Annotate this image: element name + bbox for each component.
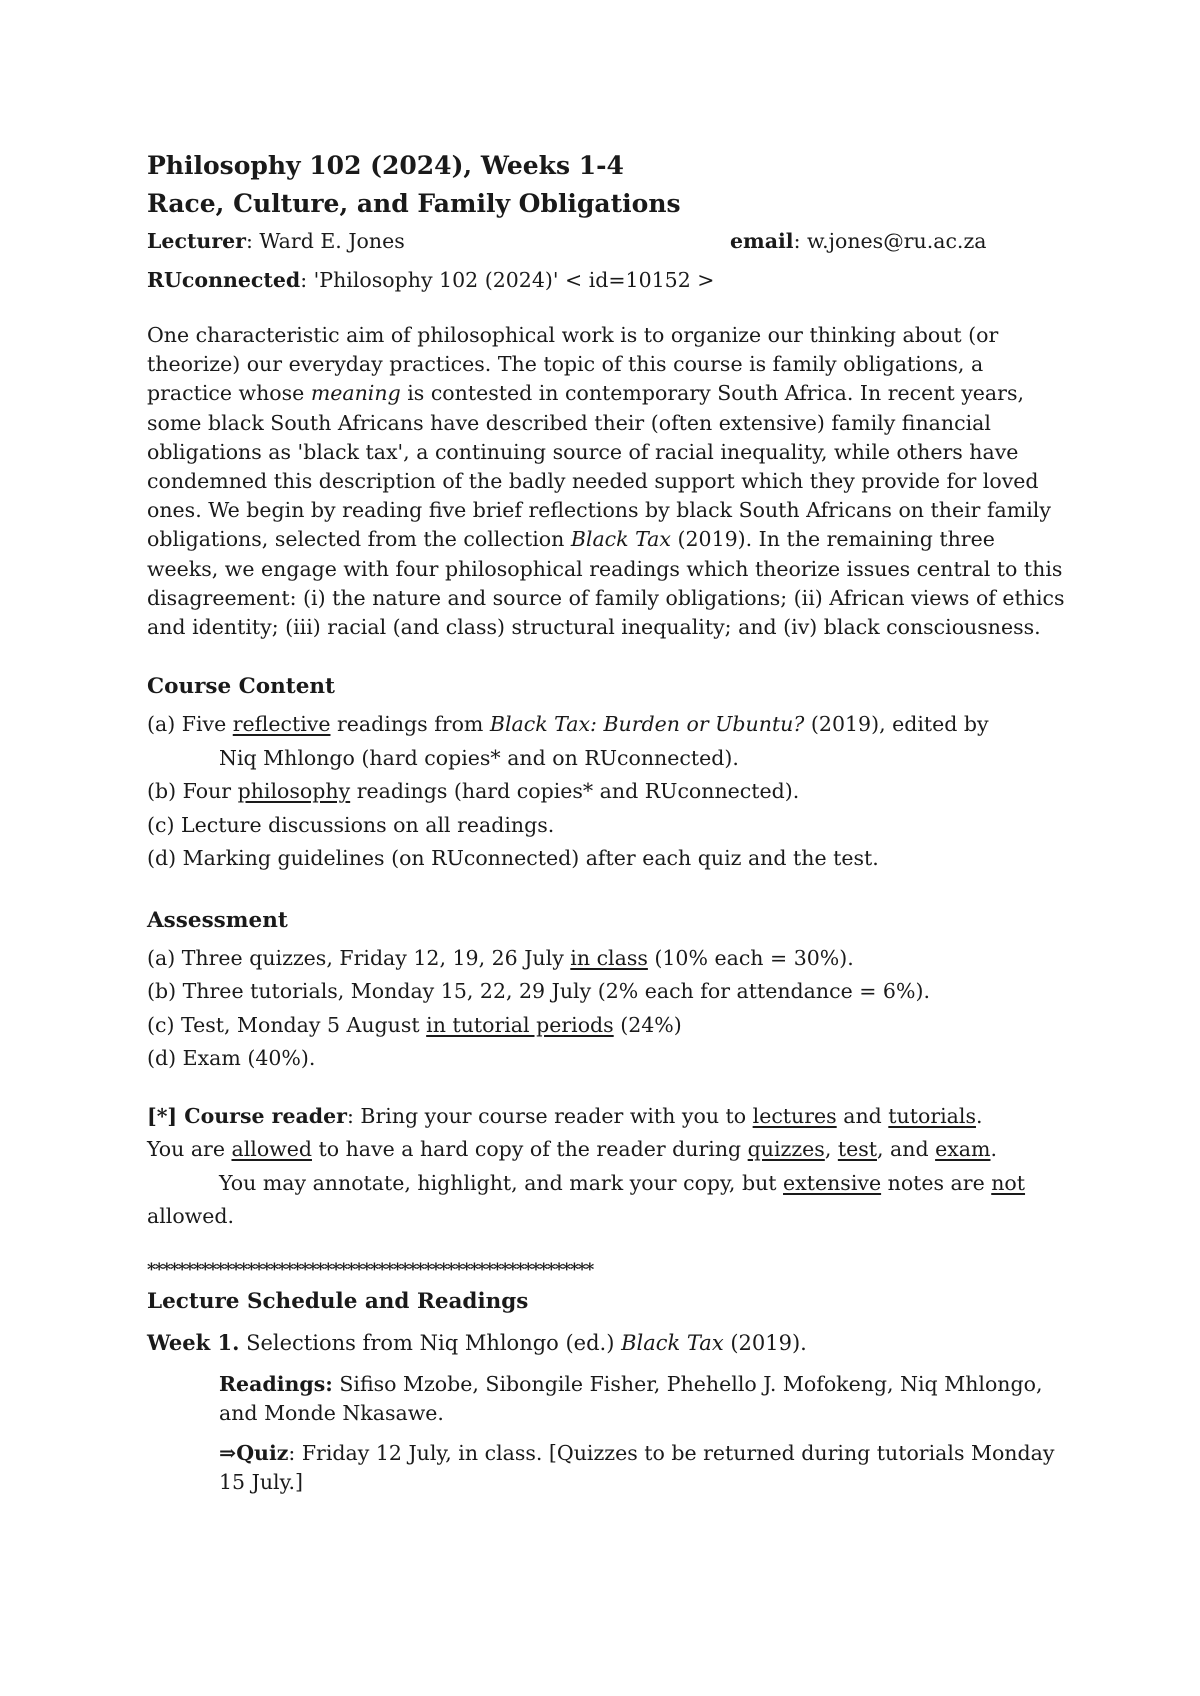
week-1-readings: Readings: Sifiso Mzobe, Sibongile Fisher, Phehello J. Mofokeng, Niq Mhlongo, and Monde Nkasawe. bbox=[219, 1371, 1043, 1426]
quiz-label: Quiz bbox=[236, 1440, 289, 1465]
course-reader-note bbox=[147, 1100, 1067, 1234]
content-item-a: (a) Five reflective readings from Black Tax: Burden or Ubuntu? (2019), edited by bbox=[147, 712, 989, 737]
lecturer-row bbox=[147, 223, 1067, 259]
week-1-line: Week 1. Selections from Niq Mhlongo (ed.) Black Tax (2019). bbox=[147, 1329, 807, 1355]
reader-label: [*] Course reader bbox=[147, 1103, 347, 1128]
email-info bbox=[730, 223, 986, 259]
underlined-tutorial-periods: in tutorial periods bbox=[426, 1012, 614, 1037]
assessment-item-c: (c) Test, Monday 5 August in tutorial periods (24%) bbox=[147, 1012, 682, 1037]
intro-paragraph bbox=[147, 321, 1067, 642]
underlined-philosophy: philosophy bbox=[237, 779, 351, 804]
assessment-item-a: (a) Three quizzes, Friday 12, 19, 26 July in class (10% each = 30%). bbox=[147, 945, 854, 970]
lecturer-name: : Ward E. Jones bbox=[245, 229, 405, 253]
reader-line-3: You may annotate, highlight, and mark your copy, but extensive notes are not allowed. bbox=[147, 1170, 1026, 1229]
book-title: Black Tax: Burden or Ubuntu? bbox=[489, 712, 805, 737]
intro-text-1: One characteristic aim of philosophical work is to organize our thinking about (or theorize) our everyday practices. The topic of this course is family obligations, a practice whose bbox=[147, 323, 999, 406]
course-title: Philosophy 102 (2024), Weeks 1-4 bbox=[147, 151, 624, 180]
underlined-reflective: reflective bbox=[232, 712, 331, 737]
assessment-item-d: (d) Exam (40%). bbox=[147, 1046, 316, 1071]
content-item-c: (c) Lecture discussions on all readings. bbox=[147, 812, 555, 837]
course-subtitle: Race, Culture, and Family Obligations bbox=[147, 189, 681, 218]
week-1-quiz: ⇒Quiz: Friday 12 July, in class. [Quizzes to be returned during tutorials Monday 15 July.] bbox=[219, 1440, 1055, 1495]
email-label: email bbox=[730, 229, 794, 253]
readings-label: Readings: bbox=[219, 1371, 333, 1396]
asterisk-divider: ********************************************************** bbox=[147, 1259, 594, 1280]
arrow-icon: ⇒ bbox=[219, 1440, 237, 1465]
week-1-label: Week 1. bbox=[147, 1329, 240, 1355]
content-item-a-continued: Niq Mhlongo (hard copies* and on RUconnected). bbox=[219, 745, 739, 770]
underlined-in-class: in class bbox=[570, 945, 648, 970]
assessment-heading: Assessment bbox=[147, 907, 288, 933]
email-address: : w.jones@ru.ac.za bbox=[793, 229, 987, 253]
ruconnected-label: RUconnected bbox=[147, 268, 301, 292]
document-page bbox=[147, 147, 1067, 1498]
assessment-item-b: (b) Three tutorials, Monday 15, 22, 29 July (2% each for attendance = 6%). bbox=[147, 979, 930, 1004]
schedule-heading: Lecture Schedule and Readings bbox=[147, 1288, 529, 1314]
lecturer-label: Lecturer bbox=[147, 229, 246, 253]
ruconnected-row bbox=[147, 261, 1067, 299]
week-1-book-title: Black Tax bbox=[621, 1330, 724, 1355]
course-content-heading: Course Content bbox=[147, 674, 335, 700]
content-item-d: (d) Marking guidelines (on RUconnected) after each quiz and the test. bbox=[147, 846, 879, 871]
intro-text-3: (2019). In the remaining three weeks, we engage with four philosophical readings which theorize issues central to this disagreement: (i) the nature and source of family obligations; (ii) African views of ethics and identity; (iii) racial (and class) structural inequality; and (iv) black consciousness. bbox=[147, 527, 1065, 640]
intro-emphasis-black-tax: Black Tax bbox=[570, 527, 671, 552]
ruconnected-value: : 'Philosophy 102 (2024)' < id=10152 > bbox=[300, 268, 715, 292]
lecturer-info bbox=[147, 223, 730, 259]
content-item-b: (b) Four philosophy readings (hard copies* and RUconnected). bbox=[147, 779, 800, 804]
reader-line-2: You are allowed to have a hard copy of the reader during quizzes, test, and exam. bbox=[147, 1137, 997, 1162]
intro-emphasis-meaning: meaning bbox=[310, 381, 401, 406]
intro-text-2: is contested in contemporary South Africa. In recent years, some black South Africans have described their (often extensive) family financial obligations as 'black tax', a continuing source of racial inequality, while others have condemned this description of the badly needed support which they provide for loved ones. We begin by reading five brief reflections by black South Africans on their family obligations, selected from the collection bbox=[147, 381, 1051, 552]
reader-line-1: [*] Course reader: Bring your course reader with you to lectures and tutorials. bbox=[147, 1103, 983, 1128]
